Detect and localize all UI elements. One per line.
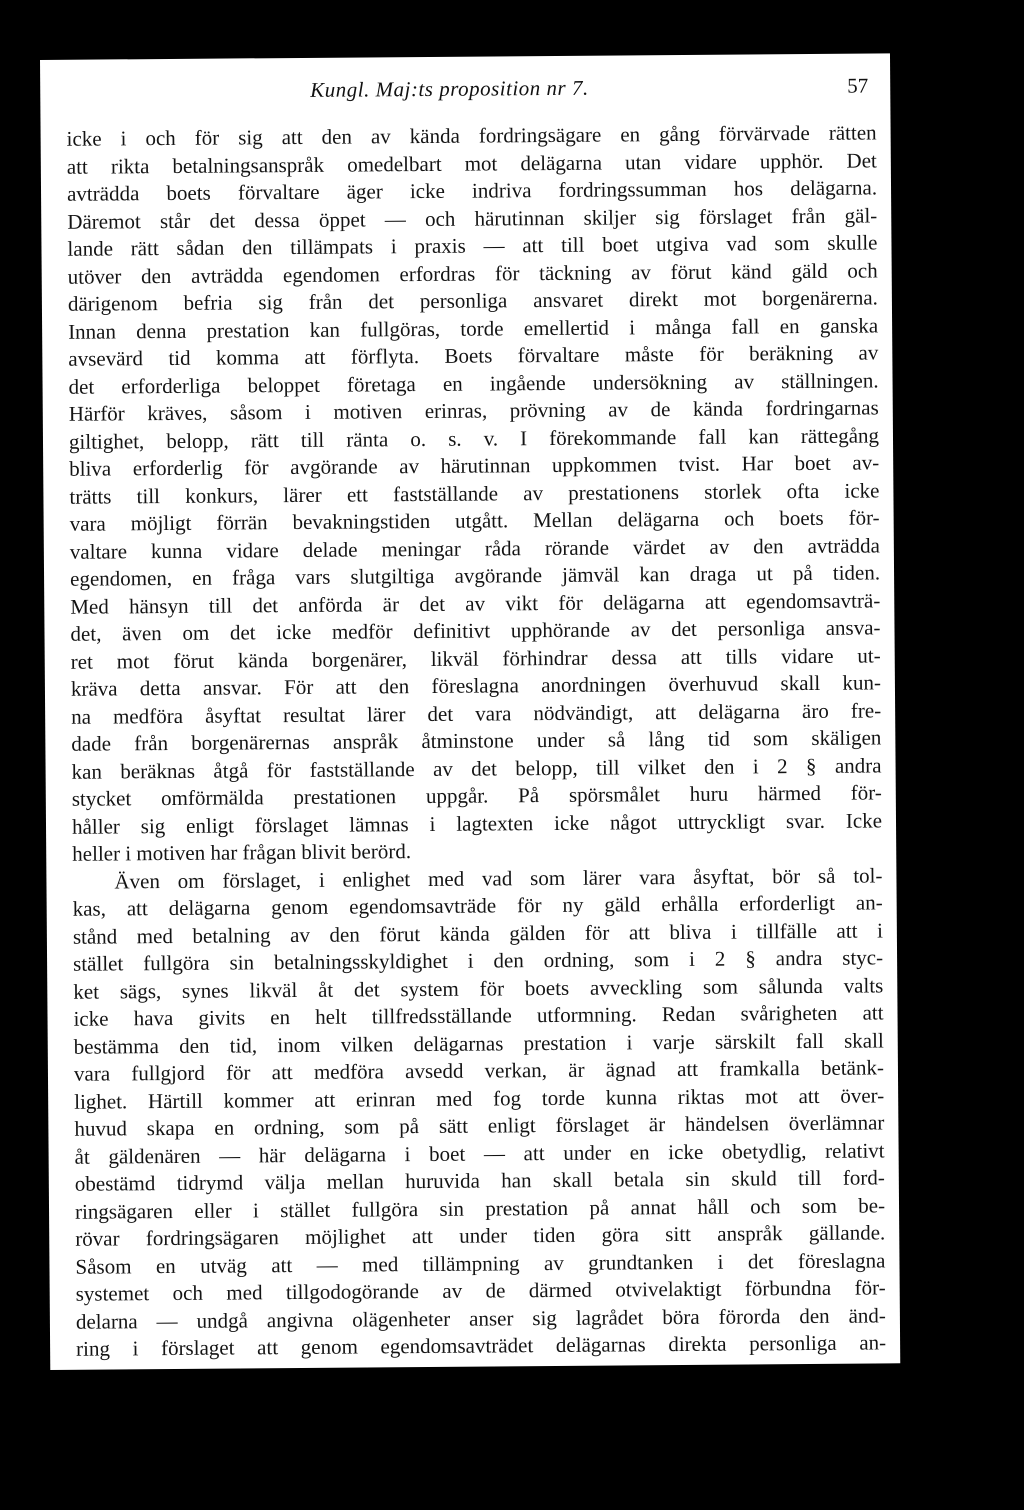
paper-sheet [40, 53, 900, 1370]
text-line: därigenom befria sig från det personliga ansvaret direkt mot borgenärerna. [67, 285, 878, 316]
text-line: bestämma den tid, inom vilken delägarnas prestation i varje särskilt fall skall [73, 1027, 884, 1059]
text-line: lande rätt sådan den tillämpats i praxis — att till boet utgiva vad som skulle [67, 230, 878, 261]
text-line: huvud skapa en ordning, som på sätt enligt förslaget är händelsen överlämnar [74, 1110, 885, 1141]
text-line: bliva erforderlig för avgörande av härutinnan uppkommen tvist. Har boet av- [69, 450, 880, 481]
text-line: ring i förslaget att genom egendomsavträdet delägarnas direkta personliga an- [76, 1330, 887, 1361]
text-line: ringsägaren eller i stället fullgöra sin prestation på annat håll och som be- [74, 1192, 886, 1224]
text-line: icke i och för sig att den av kända fordringsägare en gång förvärvade rätten [66, 120, 877, 151]
text-line: egendomen, en fråga vars slutgiltiga avgörande jämväl kan draga ut på tiden. [69, 560, 881, 591]
text-line: Även om förslaget, i enlighet med vad som lärer vara åsyftat, bör så tol- [114, 862, 883, 893]
text-line: ket sägs, synes likväl åt det system för boets avveckling som sålunda valts [73, 972, 884, 1004]
text-line: stånd med betalning av den förut kända gälden för att bliva i tillfälle att i [72, 917, 883, 949]
text-line: Härför kräves, såsom i motiven erinras, prövning av de kända fordringarnas [68, 395, 879, 426]
text-line: kan beräknas åtgå för fastställande av det belopp, till vilket den i 2 § andra [71, 752, 882, 784]
text-line: trätts till konkurs, lärer ett fastställande av prestationens storlek ofta icke [69, 477, 880, 509]
text-line: Såsom en utväg att — med tillämpning av grundtanken i det föreslagna [75, 1247, 886, 1279]
text-line: na medföra åsyftat resultat lärer det vara nödvändigt, att delägarna äro fre- [71, 697, 882, 729]
text-line: utöver den avträdda egendomen erfordras för täckning av förut känd gäld och [67, 257, 878, 289]
running-title: Kungl. Maj:ts proposition nr 7. [310, 75, 589, 102]
text-line: giltighet, belopp, rätt till ränta o. s. v. I förekommande fall kan rättegång [68, 422, 880, 454]
page-number: 57 [847, 73, 869, 98]
text-line: dade från borgenärernas anspråk åtminstone under så lång tid som skäligen [71, 725, 882, 756]
text-line: stället fullgöra sin betalningsskyldighet i den ordning, som i 2 § andra styc- [73, 945, 884, 976]
text-line: vara möjligt förrän bevakningstiden utgått. Mellan delägarna och boets för- [69, 505, 880, 536]
text-line: håller sig enligt förslaget lämnas i lagtexten icke något uttryckligt svar. Icke [71, 807, 883, 839]
body-text [67, 119, 887, 1363]
text-line: Däremot står det dessa öppet — och härutinnan skiljer sig förslaget från gäl- [67, 202, 878, 234]
text-line: icke hava givits en helt tillfredsställande utformning. Redan svårigheten att [73, 1000, 884, 1031]
text-line: avträdda boets förvaltare äger icke indriva fordringssumman hos delägarna. [66, 175, 878, 206]
text-line: Innan denna prestation kan fullgöras, torde emellertid i många fall en ganska [68, 312, 879, 344]
page-header [66, 73, 876, 111]
text-line: kräva detta ansvar. För att den föreslagna anordningen överhuvud skall kun- [70, 670, 882, 701]
text-line: obestämd tidrymd välja mellan huruvida han skall betala sin skuld till ford- [74, 1165, 885, 1196]
text-line: systemet och med tillgodogörande av de därmed otvivelaktigt förbundna för- [75, 1275, 886, 1306]
text-line: avsevärd tid komma att förflyta. Boets förvaltare måste för beräkning av [68, 340, 879, 371]
text-line: åt gäldenären — här delägarna i boet — att under en icke obetydlig, relativt [74, 1137, 885, 1169]
text-line: det, även om det icke medför definitivt upphörande av det personliga ansva- [70, 615, 881, 646]
text-line: lighet. Härtill kommer att erinran med fog torde kunna riktas mot att över- [74, 1082, 885, 1114]
text-line: heller i motiven har frågan blivit berörd. [72, 839, 412, 866]
text-line: stycket omförmälda prestationen uppgår. På spörsmålet huru härmed för- [71, 780, 882, 811]
text-line: valtare kunna vidare delade meningar råda rörande värdet av den avträdda [69, 532, 880, 564]
text-line: vara fullgjord för att medföra avsedd verkan, är ägnad att framkalla betänk- [73, 1055, 885, 1086]
text-line: det erforderliga beloppet företaga en ingående undersökning av ställningen. [68, 367, 879, 399]
text-line: att rikta betalningsanspråk omedelbart mot delägarna utan vidare upphör. Det [66, 147, 877, 179]
text-line: delarna — undgå angivna olägenheter anser sig lagrådet böra förorda den änd- [75, 1302, 886, 1334]
text-line: ret mot förut kända borgenärer, likväl förhindrar dessa att tills vidare ut- [70, 642, 881, 674]
text-line: Med hänsyn till det anförda är det av vikt för delägarna att egendomsavträ- [70, 587, 881, 619]
text-line: rövar fordringsägaren möjlighet att under tiden göra sitt anspråk gällande. [75, 1220, 886, 1251]
text-line: kas, att delägarna genom egendomsavträde för ny gäld erhålla erforderligt an- [72, 890, 883, 921]
